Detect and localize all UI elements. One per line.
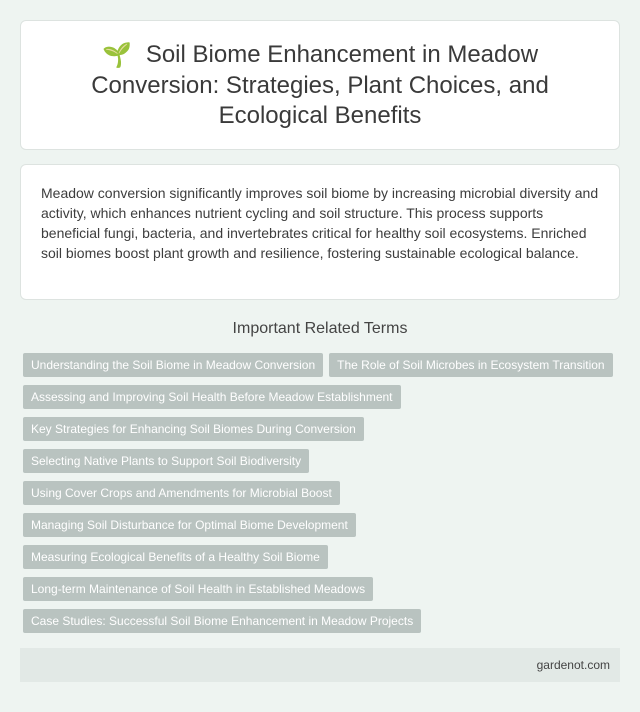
footer-site-link[interactable]: gardenot.com — [536, 658, 610, 672]
related-term-tag[interactable]: The Role of Soil Microbes in Ecosystem Transition — [329, 353, 612, 377]
related-term-tag[interactable]: Long-term Maintenance of Soil Health in Established Meadows — [23, 577, 373, 601]
tag-row — [23, 513, 623, 537]
related-term-tag[interactable]: Managing Soil Disturbance for Optimal Biome Development — [23, 513, 356, 537]
title-card — [20, 20, 620, 150]
tag-row — [23, 385, 623, 409]
related-terms-list — [23, 353, 623, 641]
tag-row — [23, 353, 623, 377]
seedling-icon: 🌱 — [101, 41, 132, 69]
related-term-tag[interactable]: Selecting Native Plants to Support Soil Biodiversity — [23, 449, 309, 473]
related-terms-heading: Important Related Terms — [232, 320, 408, 337]
tag-row — [23, 609, 623, 633]
tag-row — [23, 545, 623, 569]
summary-text: Meadow conversion significantly improves soil biome by increasing microbial diversity and activity, which enhances nutrient cycling and soil structure. This process supports beneficial fungi, bacteria, and invertebrates critical for healthy soil ecosystems. Enriched soil biomes boost plant growth and resilience, fostering sustainable ecological balance. — [41, 185, 599, 261]
related-term-tag[interactable]: Using Cover Crops and Amendments for Microbial Boost — [23, 481, 340, 505]
page-title — [61, 40, 579, 131]
related-term-tag[interactable]: Assessing and Improving Soil Health Before Meadow Establishment — [23, 385, 401, 409]
tag-row — [23, 481, 623, 505]
tag-row — [23, 577, 623, 601]
tag-row — [23, 449, 623, 473]
related-term-tag[interactable]: Key Strategies for Enhancing Soil Biomes During Conversion — [23, 417, 364, 441]
related-term-tag[interactable]: Measuring Ecological Benefits of a Healthy Soil Biome — [23, 545, 328, 569]
page-title-text: Soil Biome Enhancement in Meadow Conversion: Strategies, Plant Choices, and Ecological Benefits — [91, 40, 549, 129]
related-term-tag[interactable]: Case Studies: Successful Soil Biome Enhancement in Meadow Projects — [23, 609, 421, 633]
related-term-tag[interactable]: Understanding the Soil Biome in Meadow Conversion — [23, 353, 323, 377]
tag-row — [23, 417, 623, 441]
summary-card — [20, 164, 620, 300]
footer — [20, 648, 620, 682]
